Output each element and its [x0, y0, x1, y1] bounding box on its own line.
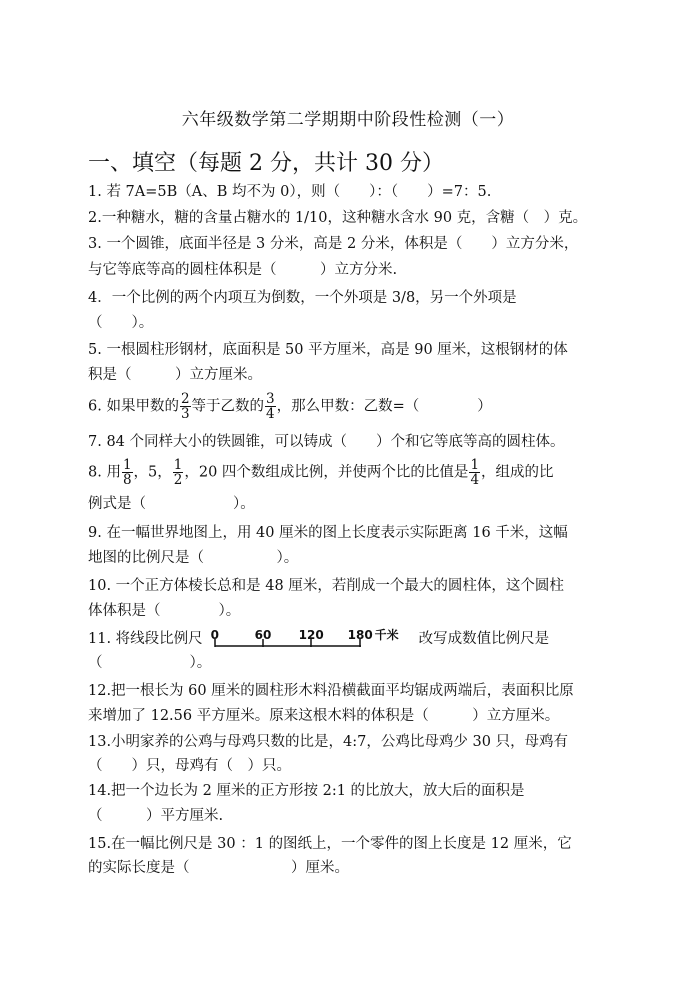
fraction-one-quarter — [469, 458, 480, 487]
scale-label-unit: 千米 — [374, 628, 399, 642]
line-scale-bar — [210, 626, 413, 652]
q6-f2-numerator: 3 — [266, 391, 275, 407]
question-10-line-2: 体体积是（ ）。 — [88, 603, 241, 619]
q8-f1-numerator: 1 — [122, 457, 132, 473]
q8-f3-numerator: 1 — [470, 457, 480, 473]
question-12-line-2: 来增加了 12.56 平方厘米。原来这根木料的体积是（ ）立方厘米。 — [88, 708, 560, 724]
question-11-line-1 — [88, 626, 608, 653]
question-15-line-1: 15.在一幅比例尺是 30 ：1 的图纸上，一个零件的图上长度是 12 厘米，它 — [88, 836, 572, 852]
question-9-line-2: 地图的比例尺是（ ）。 — [88, 550, 299, 566]
q11-suffix: 改写成数值比例尺是 — [418, 631, 550, 647]
question-3-line-2: 与它等底等高的圆柱体积是（ ）立方分米. — [88, 262, 398, 278]
question-12-line-1: 12.把一根长为 60 厘米的圆柱形木料沿横截面平均锯成两端后，表面积比原 — [88, 683, 574, 699]
question-8-line-1 — [88, 458, 608, 487]
q8-mid1: ，5， — [133, 464, 172, 481]
question-14-line-1: 14.把一个边长为 2 厘米的正方形按 2:1 的比放大，放大后的面积是 — [88, 783, 525, 799]
question-4-line-1: 4．一个比例的两个内项互为倒数，一个外项是 3/8，另一个外项是 — [88, 290, 517, 306]
question-9-line-1: 9. 在一幅世界地图上，用 40 厘米的图上长度表示实际距离 16 千米，这幅 — [88, 525, 568, 541]
fraction-one-eighth — [122, 458, 133, 487]
question-6 — [88, 392, 608, 421]
fraction-two-thirds — [180, 392, 191, 421]
q6-f1-denominator: 3 — [180, 406, 190, 422]
q6-f1-numerator: 2 — [180, 391, 190, 407]
question-5-line-1: 5. 一根圆柱形钢材，底面积是 50 平方厘米，高是 90 厘米，这根钢材的体 — [88, 342, 568, 358]
scale-label-120: 120 — [298, 628, 324, 642]
question-15-line-2: 的实际长度是（ ）厘米。 — [88, 860, 349, 876]
q6-suffix: ，那么甲数：乙数=（ ） — [276, 398, 492, 415]
q6-mid: 等于乙数的 — [191, 398, 265, 415]
q8-f2-numerator: 1 — [173, 457, 183, 473]
question-11-line-2: （ ）。 — [88, 655, 212, 671]
q6-prefix: 6. 如果甲数的 — [88, 398, 179, 415]
q8-f2-denominator: 2 — [173, 472, 183, 488]
question-1: 1. 若 7A=5B（A、B 均不为 0），则（ ）：（ ）=7：5. — [88, 184, 492, 200]
question-4-line-2: （ ）。 — [88, 315, 154, 331]
question-10-line-1: 10. 一个正方体棱长总和是 48 厘米，若削成一个最大的圆柱体，这个圆柱 — [88, 578, 564, 594]
q8-f3-denominator: 4 — [470, 472, 480, 488]
scale-label-180: 180 — [347, 628, 373, 642]
question-13-line-1: 13.小明家养的公鸡与母鸡只数的比是，4:7，公鸡比母鸡少 30 只，母鸡有 — [88, 734, 569, 750]
q8-prefix: 8. 用 — [88, 464, 121, 481]
scale-label-0: 0 — [210, 628, 220, 642]
page-title: 六年级数学第二学期期中阶段性检测（一） — [181, 110, 515, 130]
fraction-three-quarters — [265, 392, 276, 421]
scale-label-60: 60 — [254, 628, 272, 642]
fraction-one-half — [173, 458, 184, 487]
question-2: 2.一种糖水，糖的含量占糖水的 1/10，这种糖水含水 90 克，含糖（ ）克。 — [88, 210, 588, 226]
q11-prefix: 11. 将线段比例尺 — [88, 631, 203, 647]
question-5-line-2: 积是（ ）立方厘米。 — [88, 367, 262, 383]
q8-f1-denominator: 8 — [122, 472, 132, 488]
question-8-line-2: 例式是（ ）。 — [88, 496, 255, 512]
question-3-line-1: 3. 一个圆锥，底面半径是 3 分米，高是 2 分米，体积是（ ）立方分米， — [88, 236, 579, 252]
question-14-line-2: （ ）平方厘米. — [88, 808, 224, 824]
question-7: 7. 84 个同样大小的铁圆锥，可以铸成（ ）个和它等底等高的圆柱体。 — [88, 434, 565, 450]
question-13-line-2: （ ）只，母鸡有（ ）只。 — [88, 758, 291, 774]
section-heading: 一、填空（每题 2 分，共计 30 分） — [88, 151, 444, 176]
q6-f2-denominator: 4 — [266, 406, 275, 422]
q8-mid2: ，20 四个数组成比例，并使两个比的比值是 — [184, 464, 469, 481]
q8-suffix: ，组成的比 — [481, 464, 554, 481]
